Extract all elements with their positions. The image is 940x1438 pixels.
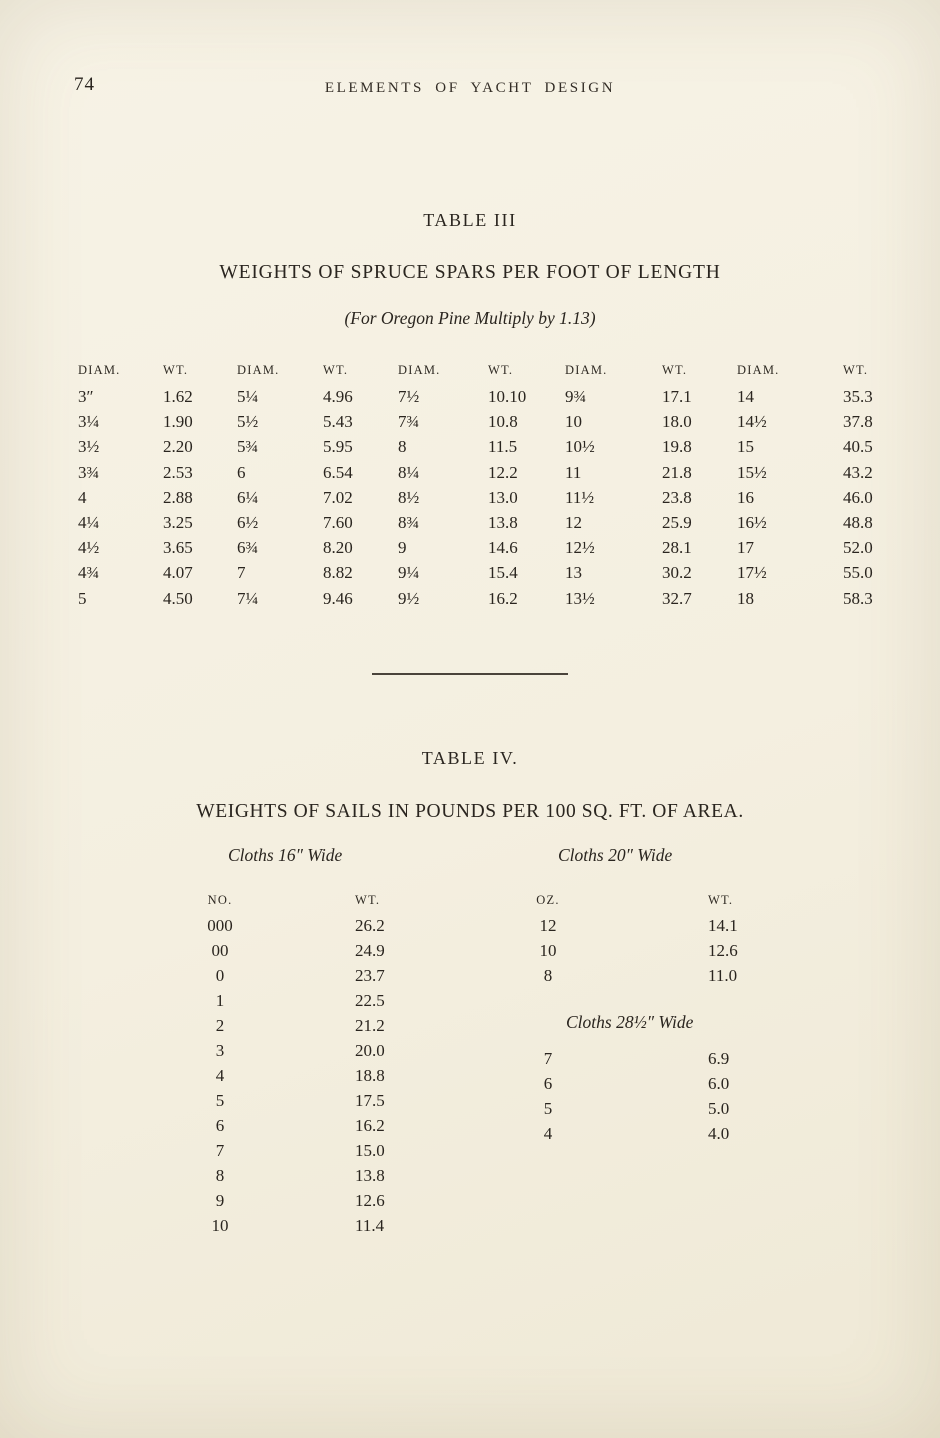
table-row (78, 535, 903, 560)
table-row (528, 963, 786, 988)
table-row (190, 988, 435, 1013)
table-row (190, 1163, 435, 1188)
table-cell: 43.2 (843, 462, 873, 482)
table-row (78, 384, 903, 409)
table-row (78, 434, 903, 459)
table-cell: 12.6 (355, 1191, 385, 1210)
table-cell: 6½ (237, 512, 259, 532)
header-cell: WT. (662, 363, 688, 377)
table-row (528, 1046, 786, 1071)
table-cell: 3¼ (78, 412, 100, 432)
cloths-28-body (528, 1046, 786, 1146)
table-row (78, 485, 903, 510)
table-row (190, 1038, 435, 1063)
header-cell: WT. (843, 363, 869, 377)
header-cell: DIAM. (78, 363, 121, 377)
header-cell: DIAM. (237, 363, 280, 377)
table-cell: 5¾ (237, 437, 259, 457)
table-cell: 8 (543, 966, 553, 985)
table-cell: 8¾ (398, 512, 420, 532)
table-cell: 11½ (565, 487, 595, 507)
table-cell: 11 (565, 462, 582, 482)
table-cell: 7 (543, 1049, 553, 1068)
table-cell: 30.2 (662, 563, 692, 583)
table4-title: TABLE IV. (421, 748, 519, 768)
table-cell: 14.1 (708, 916, 738, 935)
cloths-28-caption: Cloths 28½″ Wide (566, 1012, 694, 1032)
table-cell: 9.46 (323, 588, 353, 608)
table-cell: 000 (207, 916, 233, 935)
table-cell: 3 (215, 1041, 225, 1060)
table-cell: 10.8 (488, 412, 518, 432)
table-cell: 4¼ (78, 512, 100, 532)
table-cell: 4.50 (163, 588, 193, 608)
table-cell: 9¾ (565, 387, 587, 406)
table-cell: 6¼ (237, 487, 259, 507)
table-cell: 4.96 (323, 387, 353, 406)
table-cell: 11.0 (708, 966, 738, 985)
table-cell: 18.8 (355, 1066, 385, 1085)
table-cell: 7¾ (398, 412, 420, 432)
header-cell: WT. (163, 363, 189, 377)
table-cell: 5 (215, 1091, 225, 1110)
table-cell: 52.0 (843, 538, 873, 558)
table-cell: 11.4 (355, 1216, 385, 1235)
cloths-16-body (190, 913, 435, 1238)
table-cell: 15 (737, 437, 754, 457)
table-cell: 0 (215, 966, 225, 985)
table-cell: 2 (215, 1016, 225, 1035)
table-row (190, 1063, 435, 1088)
table-cell: 12.2 (488, 462, 518, 482)
table-cell: 23.8 (662, 487, 692, 507)
table-cell: 5¼ (237, 387, 259, 406)
table-row (78, 409, 903, 434)
table-cell: 4¾ (78, 563, 100, 583)
table-cell: 46.0 (843, 487, 873, 507)
header-cell: WT. (488, 363, 514, 377)
table-cell: 16 (737, 487, 754, 507)
table-cell: 3½ (78, 437, 100, 457)
table-cell: 15.4 (488, 563, 518, 583)
table-cell: 19.8 (662, 437, 692, 457)
table-cell: 40.5 (843, 437, 873, 457)
table-row (190, 1088, 435, 1113)
table-cell: 14 (737, 387, 754, 406)
table-row (528, 1096, 786, 1121)
table-row (190, 1213, 435, 1238)
table-cell: 23.7 (355, 966, 385, 985)
table-cell: 16½ (737, 512, 767, 532)
table-cell: 3¾ (78, 462, 100, 482)
header-cell: DIAM. (565, 363, 608, 377)
section-divider (372, 673, 568, 675)
table-cell: 6.0 (708, 1074, 730, 1093)
table-cell: 2.20 (163, 437, 193, 457)
table-cell: 16.2 (355, 1116, 385, 1135)
table-cell: 48.8 (843, 512, 873, 532)
header-cell: DIAM. (737, 363, 780, 377)
table-cell: 2.88 (163, 487, 193, 507)
table-cell: 9¼ (398, 563, 420, 583)
table3-title: TABLE III (423, 210, 517, 230)
table-cell: 8 (398, 437, 407, 457)
table-cell: 14½ (737, 412, 767, 432)
table-cell: 13.8 (355, 1166, 385, 1185)
table-cell: 18.0 (662, 412, 692, 432)
table-cell: 00 (211, 941, 229, 960)
header-cell: NO. (207, 893, 233, 907)
table-cell: 17.5 (355, 1091, 385, 1110)
table-cell: 28.1 (662, 538, 692, 558)
header-cell: DIAM. (398, 363, 441, 377)
table-cell: 12 (539, 916, 557, 935)
table-cell: 15½ (737, 462, 767, 482)
table-row (78, 586, 903, 611)
table-cell: 8.20 (323, 538, 353, 558)
table-cell: 4 (215, 1066, 225, 1085)
table-cell: 5.0 (708, 1099, 730, 1118)
table-cell: 21.8 (662, 462, 692, 482)
cloths-20-table (528, 888, 786, 1146)
table-cell: 12.6 (708, 941, 738, 960)
table-cell: 1.90 (163, 412, 193, 432)
table-cell: 6 (543, 1074, 553, 1093)
table-cell: 8½ (398, 487, 420, 507)
table-cell: 15.0 (355, 1141, 385, 1160)
table-row (78, 460, 903, 485)
table-cell: 6 (215, 1116, 225, 1135)
table-cell: 3.25 (163, 512, 193, 532)
table-row (528, 1121, 786, 1146)
header-cell: WT. (355, 893, 381, 907)
table4-subtitle: WEIGHTS OF SAILS IN POUNDS PER 100 SQ. FT. OF AREA. (196, 801, 744, 822)
table-cell: 24.9 (355, 941, 385, 960)
table-cell: 1.62 (163, 387, 193, 406)
table-cell: 10 (565, 412, 582, 432)
table-cell: 7 (237, 563, 246, 583)
table-cell: 12 (565, 512, 582, 532)
header-cell: WT. (323, 363, 349, 377)
header-cell: WT. (708, 893, 734, 907)
header-cell: OZ. (536, 893, 560, 907)
table-cell: 10½ (565, 437, 595, 457)
table-cell: 17 (737, 538, 754, 558)
table-cell: 13.8 (488, 512, 518, 532)
running-header: ELEMENTS OF YACHT DESIGN (324, 80, 616, 96)
page-number: 74 (74, 74, 95, 95)
table-cell: 7.02 (323, 487, 353, 507)
table-row (528, 938, 786, 963)
table-cell: 7¼ (237, 588, 259, 608)
table-cell: 26.2 (355, 916, 385, 935)
spars-table (78, 356, 903, 611)
table-cell: 17.1 (662, 387, 692, 406)
table-cell: 32.7 (662, 588, 692, 608)
table-cell: 17½ (737, 563, 767, 583)
table-cell: 11.5 (488, 437, 518, 457)
cloths-16-table (190, 888, 435, 1238)
table-cell: 4.07 (163, 563, 193, 583)
table-row (190, 1013, 435, 1038)
table-cell: 55.0 (843, 563, 873, 583)
table-cell: 5 (78, 588, 87, 608)
table-cell: 6¾ (237, 538, 259, 558)
table-cell: 9½ (398, 588, 420, 608)
table3-subtitle: WEIGHTS OF SPRUCE SPARS PER FOOT OF LENGTH (219, 262, 721, 283)
table-cell: 25.9 (662, 512, 692, 532)
cloths-16-caption: Cloths 16″ Wide (228, 845, 343, 865)
table-row (528, 913, 786, 938)
table-cell: 13 (565, 563, 582, 583)
table-cell: 10 (539, 941, 557, 960)
table-row (190, 1188, 435, 1213)
table-cell: 5½ (237, 412, 259, 432)
table-cell: 9 (398, 538, 407, 558)
table-cell: 16.2 (488, 588, 518, 608)
table-cell: 37.8 (843, 412, 873, 432)
cloths-20-body (528, 913, 786, 988)
table-cell: 3.65 (163, 538, 193, 558)
table-cell: 9 (215, 1191, 225, 1210)
table3-note: (For Oregon Pine Multiply by 1.13) (344, 308, 596, 328)
table-cell: 5 (543, 1099, 553, 1118)
table-cell: 4½ (78, 538, 100, 558)
table-cell: 14.6 (488, 538, 518, 558)
table-cell: 7½ (398, 387, 420, 406)
table-cell: 4.0 (708, 1124, 730, 1143)
table-row (78, 510, 903, 535)
table-cell: 3″ (78, 387, 94, 406)
table-cell: 13½ (565, 588, 595, 608)
table-cell: 10 (211, 1216, 229, 1235)
table-cell: 12½ (565, 538, 595, 558)
table-row (78, 560, 903, 585)
table-cell: 8¼ (398, 462, 420, 482)
table-cell: 6 (237, 462, 246, 482)
table-cell: 18 (737, 588, 754, 608)
table-cell: 7.60 (323, 512, 353, 532)
table-cell: 58.3 (843, 588, 873, 608)
table-row (190, 963, 435, 988)
table-cell: 21.2 (355, 1016, 385, 1035)
table-cell: 2.53 (163, 462, 193, 482)
table-cell: 22.5 (355, 991, 385, 1010)
table-row (190, 938, 435, 963)
table-cell: 35.3 (843, 387, 873, 406)
table-cell: 8.82 (323, 563, 353, 583)
table-cell: 7 (215, 1141, 225, 1160)
table-cell: 10.10 (488, 387, 527, 406)
table-cell: 8 (215, 1166, 225, 1185)
table-cell: 6.54 (323, 462, 353, 482)
table-cell: 5.43 (323, 412, 353, 432)
table-row (190, 1113, 435, 1138)
table-row (528, 1071, 786, 1096)
cloths-20-header-row (528, 888, 786, 913)
cloths-20-caption: Cloths 20″ Wide (558, 845, 673, 865)
table-cell: 20.0 (355, 1041, 385, 1060)
table-cell: 1 (215, 991, 225, 1010)
table-row (190, 913, 435, 938)
cloths-16-header-row (190, 888, 435, 913)
table-cell: 6.9 (708, 1049, 730, 1068)
table-cell: 13.0 (488, 487, 518, 507)
spars-table-body (78, 384, 903, 611)
table-cell: 4 (543, 1124, 553, 1143)
table-cell: 5.95 (323, 437, 353, 457)
spars-table-header-row (78, 356, 903, 384)
table-cell: 4 (78, 487, 87, 507)
table-row (190, 1138, 435, 1163)
